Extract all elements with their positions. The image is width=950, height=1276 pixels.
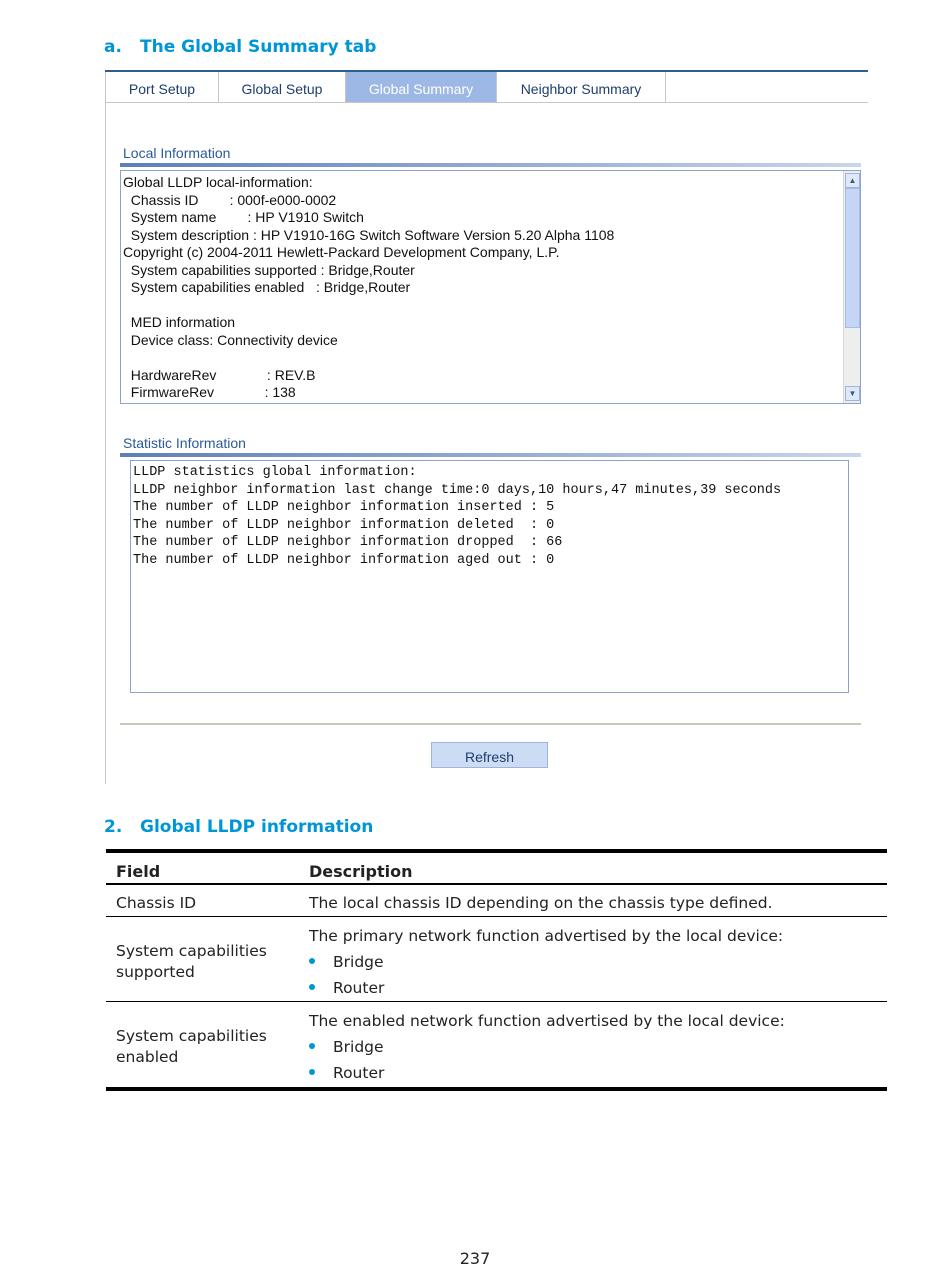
- table-row-2-description: The primary network function advertised by the local device:: [309, 927, 784, 945]
- bullet-text: Router: [333, 979, 385, 997]
- table-row-3-bullet-2: [309, 1064, 384, 1082]
- tab-port-setup[interactable]: Port Setup: [106, 72, 219, 102]
- table-row-1-description: The local chassis ID depending on the chassis type defined.: [309, 894, 773, 912]
- local-information-line: System capabilities enabled : Bridge,Router: [123, 279, 411, 295]
- local-information-line: [123, 349, 614, 367]
- statistic-information-line: The number of LLDP neighbor information dropped : 66: [133, 535, 563, 550]
- statistic-information-line: LLDP statistics global information:: [133, 465, 417, 480]
- table-header-field: Field: [116, 862, 161, 881]
- local-information-line: Global LLDP local-information:: [123, 174, 313, 190]
- bullet-icon: [309, 984, 315, 990]
- local-information-line: Device class: Connectivity device: [123, 331, 338, 348]
- local-information-textarea[interactable]: [120, 170, 861, 404]
- section-a-title: The Global Summary tab: [140, 37, 377, 57]
- tab-bar: [106, 72, 868, 103]
- table-row-2-field-line-2: supported: [116, 963, 195, 981]
- local-information-line: System name : HP V1910 Switch: [123, 209, 364, 225]
- local-information-line: Chassis ID : 000f-e000-0002: [123, 191, 337, 208]
- section-2-heading: [104, 817, 373, 837]
- table-header-rule: [106, 883, 887, 885]
- lldp-field-table: [106, 849, 887, 1094]
- statistic-information-line: The number of LLDP neighbor information deleted : 0: [133, 517, 555, 533]
- page-number: 237: [459, 1249, 491, 1268]
- table-row-3-field-line-2: enabled: [116, 1048, 179, 1066]
- table-row-rule: [106, 916, 887, 917]
- scroll-up-icon[interactable]: ▲: [845, 173, 860, 188]
- local-information-line: MED information: [123, 314, 236, 330]
- refresh-button[interactable]: Refresh: [431, 742, 548, 768]
- table-bottom-rule: [106, 1087, 887, 1091]
- local-information-line: FirmwareRev : 138: [123, 384, 296, 400]
- table-row-3-field-line-1: System capabilities: [116, 1027, 267, 1045]
- section-a-marker: a.: [104, 37, 122, 57]
- tab-global-summary[interactable]: Global Summary: [346, 72, 497, 102]
- footer-divider: [120, 723, 861, 725]
- statistic-information-label: Statistic Information: [123, 435, 246, 451]
- local-information-scrollbar[interactable]: [843, 171, 860, 403]
- statistic-information-line: LLDP neighbor information last change time:0 days,10 hours,47 minutes,39 seconds: [133, 482, 782, 498]
- scroll-thumb[interactable]: [845, 188, 860, 328]
- local-information-line: HardwareRev : REV.B: [123, 366, 316, 383]
- bullet-icon: [309, 1043, 315, 1049]
- statistic-information-line: The number of LLDP neighbor information inserted : 5: [133, 500, 555, 515]
- local-information-line: [123, 297, 614, 315]
- section-2-title: Global LLDP information: [140, 817, 374, 837]
- table-row-1-field: Chassis ID: [116, 894, 197, 912]
- local-information-line: Copyright (c) 2004-2011 Hewlett-Packard Development Company, L.P.: [123, 244, 560, 260]
- bullet-text: Bridge: [333, 953, 384, 971]
- panel-left-border: [105, 72, 106, 784]
- bullet-icon: [309, 1069, 315, 1075]
- table-row-3-bullet-1: [309, 1038, 384, 1056]
- scroll-down-icon[interactable]: ▼: [845, 386, 860, 401]
- bullet-text: Bridge: [333, 1038, 384, 1056]
- table-top-rule: [106, 849, 887, 853]
- table-row-rule: [106, 1001, 887, 1002]
- section-2-marker: 2.: [104, 817, 123, 837]
- bullet-icon: [309, 958, 315, 964]
- tab-neighbor-summary[interactable]: Neighbor Summary: [497, 72, 666, 102]
- bullet-text: Router: [333, 1064, 385, 1082]
- tab-global-setup[interactable]: Global Setup: [219, 72, 346, 102]
- section-a-heading: [104, 37, 376, 57]
- table-row-2-field-line-1: System capabilities: [116, 942, 267, 960]
- statistic-information-divider: [120, 453, 861, 457]
- local-information-line: System capabilities supported : Bridge,Router: [123, 261, 415, 278]
- local-information-label: Local Information: [123, 145, 231, 161]
- local-information-divider: [120, 163, 861, 167]
- statistic-information-line: The number of LLDP neighbor information aged out : 0: [133, 552, 555, 568]
- table-row-2-bullet-1: [309, 953, 384, 971]
- local-information-line: System description : HP V1910-16G Switch Software Version 5.20 Alpha 1108: [123, 226, 615, 243]
- table-row-2-bullet-2: [309, 979, 384, 997]
- table-row-3-description: The enabled network function advertised by the local device:: [309, 1012, 785, 1030]
- local-information-text: [123, 174, 614, 402]
- statistic-information-textarea[interactable]: [130, 460, 849, 693]
- statistic-information-text: [133, 464, 781, 569]
- table-header-description: Description: [309, 862, 413, 881]
